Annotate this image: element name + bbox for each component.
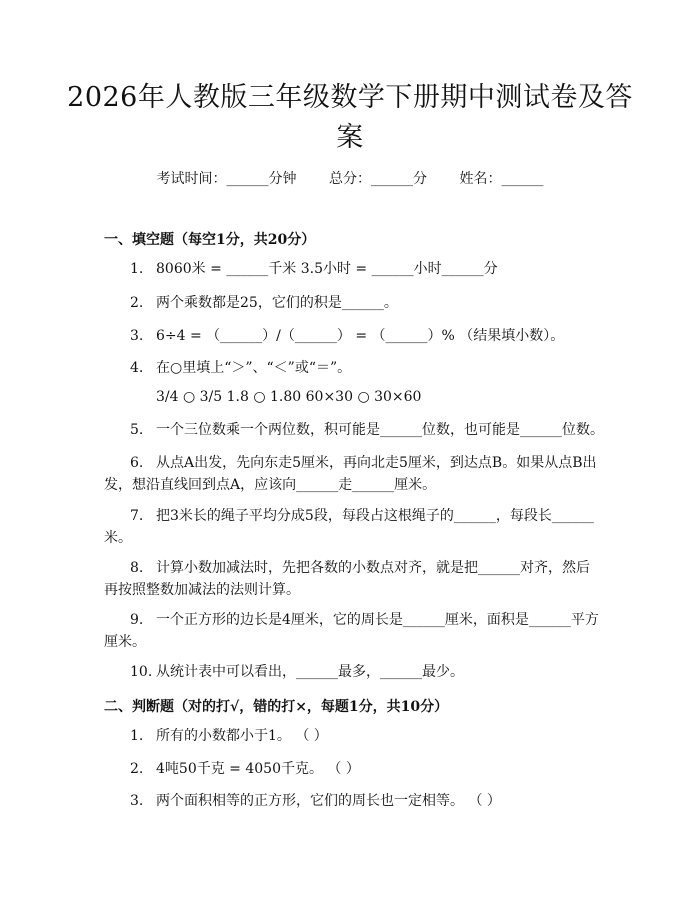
question-text: 从点A出发，先向东走5厘米，再向北走5厘米，到达点B。如果从点B出发，想沿直线回到点A，应该向______走______厘米。: [104, 455, 597, 493]
question-text: 把3米长的绳子平均分成5段，每段占这根绳子的______，每段长______米。: [104, 508, 594, 546]
section-heading-true-false: 二、判断题（对的打√，错的打×，每题1分，共10分）: [104, 699, 449, 715]
exam-meta: [0, 168, 700, 188]
question-4: [104, 357, 600, 379]
question-text: 4吨50千克 = 4050千克。 （ ）: [156, 761, 360, 777]
question-number: 7.: [130, 508, 144, 524]
judge-question-3: [104, 790, 600, 812]
question-text: 两个面积相等的正方形，它们的周长也一定相等。 （ ）: [156, 793, 501, 809]
question-number: 1.: [130, 261, 144, 277]
question-text: 一个正方形的边长是4厘米，它的周长是______厘米，面积是______平方厘米。: [104, 612, 599, 650]
question-9: [104, 609, 600, 653]
question-text: 从统计表中可以看出，______最多，______最少。: [156, 664, 464, 680]
question-number: 9.: [130, 612, 144, 628]
question-text: 在○里填上“＞”、“＜”或“＝”。: [156, 360, 352, 376]
question-text: 两个乘数都是25，它们的积是______。: [156, 295, 398, 311]
question-10: [104, 661, 600, 683]
judge-question-1: [104, 725, 600, 747]
question-number: 2.: [130, 761, 144, 777]
total-score-field: 总分：______分: [329, 171, 427, 187]
question-8: [104, 557, 600, 601]
judge-question-2: [104, 758, 600, 780]
question-number: 3.: [130, 328, 144, 344]
section-heading-fill-blank: 一、填空题（每空1分，共20分）: [104, 232, 316, 248]
question-number: 2.: [130, 295, 144, 311]
question-text: 一个三位数乘一个两位数，积可能是______位数，也可能是______位数。: [156, 422, 604, 438]
question-number: 1.: [130, 728, 144, 744]
question-1: [104, 258, 600, 280]
question-7: [104, 505, 600, 549]
question-4-comparisons: 3/4 ○ 3/5 1.8 ○ 1.80 60×30 ○ 30×60: [156, 389, 422, 405]
question-3: [104, 325, 600, 347]
question-number: 5.: [130, 422, 144, 438]
question-number: 8.: [130, 560, 144, 576]
student-name-field: 姓名：______: [459, 171, 544, 187]
question-number: 6.: [130, 455, 144, 471]
question-number: 10.: [130, 664, 153, 680]
question-number: 4.: [130, 360, 144, 376]
exam-time-field: 考试时间：______分钟: [156, 171, 297, 187]
question-5: [104, 419, 604, 441]
question-text: 6÷4 = （______）/（______） = （______）% （结果填小数）。: [156, 328, 565, 344]
question-number: 3.: [130, 793, 144, 809]
question-text: 计算小数加减法时，先把各数的小数点对齐，就是把______对齐，然后再按照整数加减法的法则计算。: [104, 560, 590, 598]
question-text: 8060米 = ______千米 3.5小时 = ______小时______分: [156, 261, 498, 277]
question-text: 所有的小数都小于1。 （ ）: [156, 728, 328, 744]
question-6: [104, 452, 600, 496]
question-2: [104, 292, 600, 314]
page-title: 2026年人教版三年级数学下册期中测试卷及答案: [67, 82, 633, 153]
